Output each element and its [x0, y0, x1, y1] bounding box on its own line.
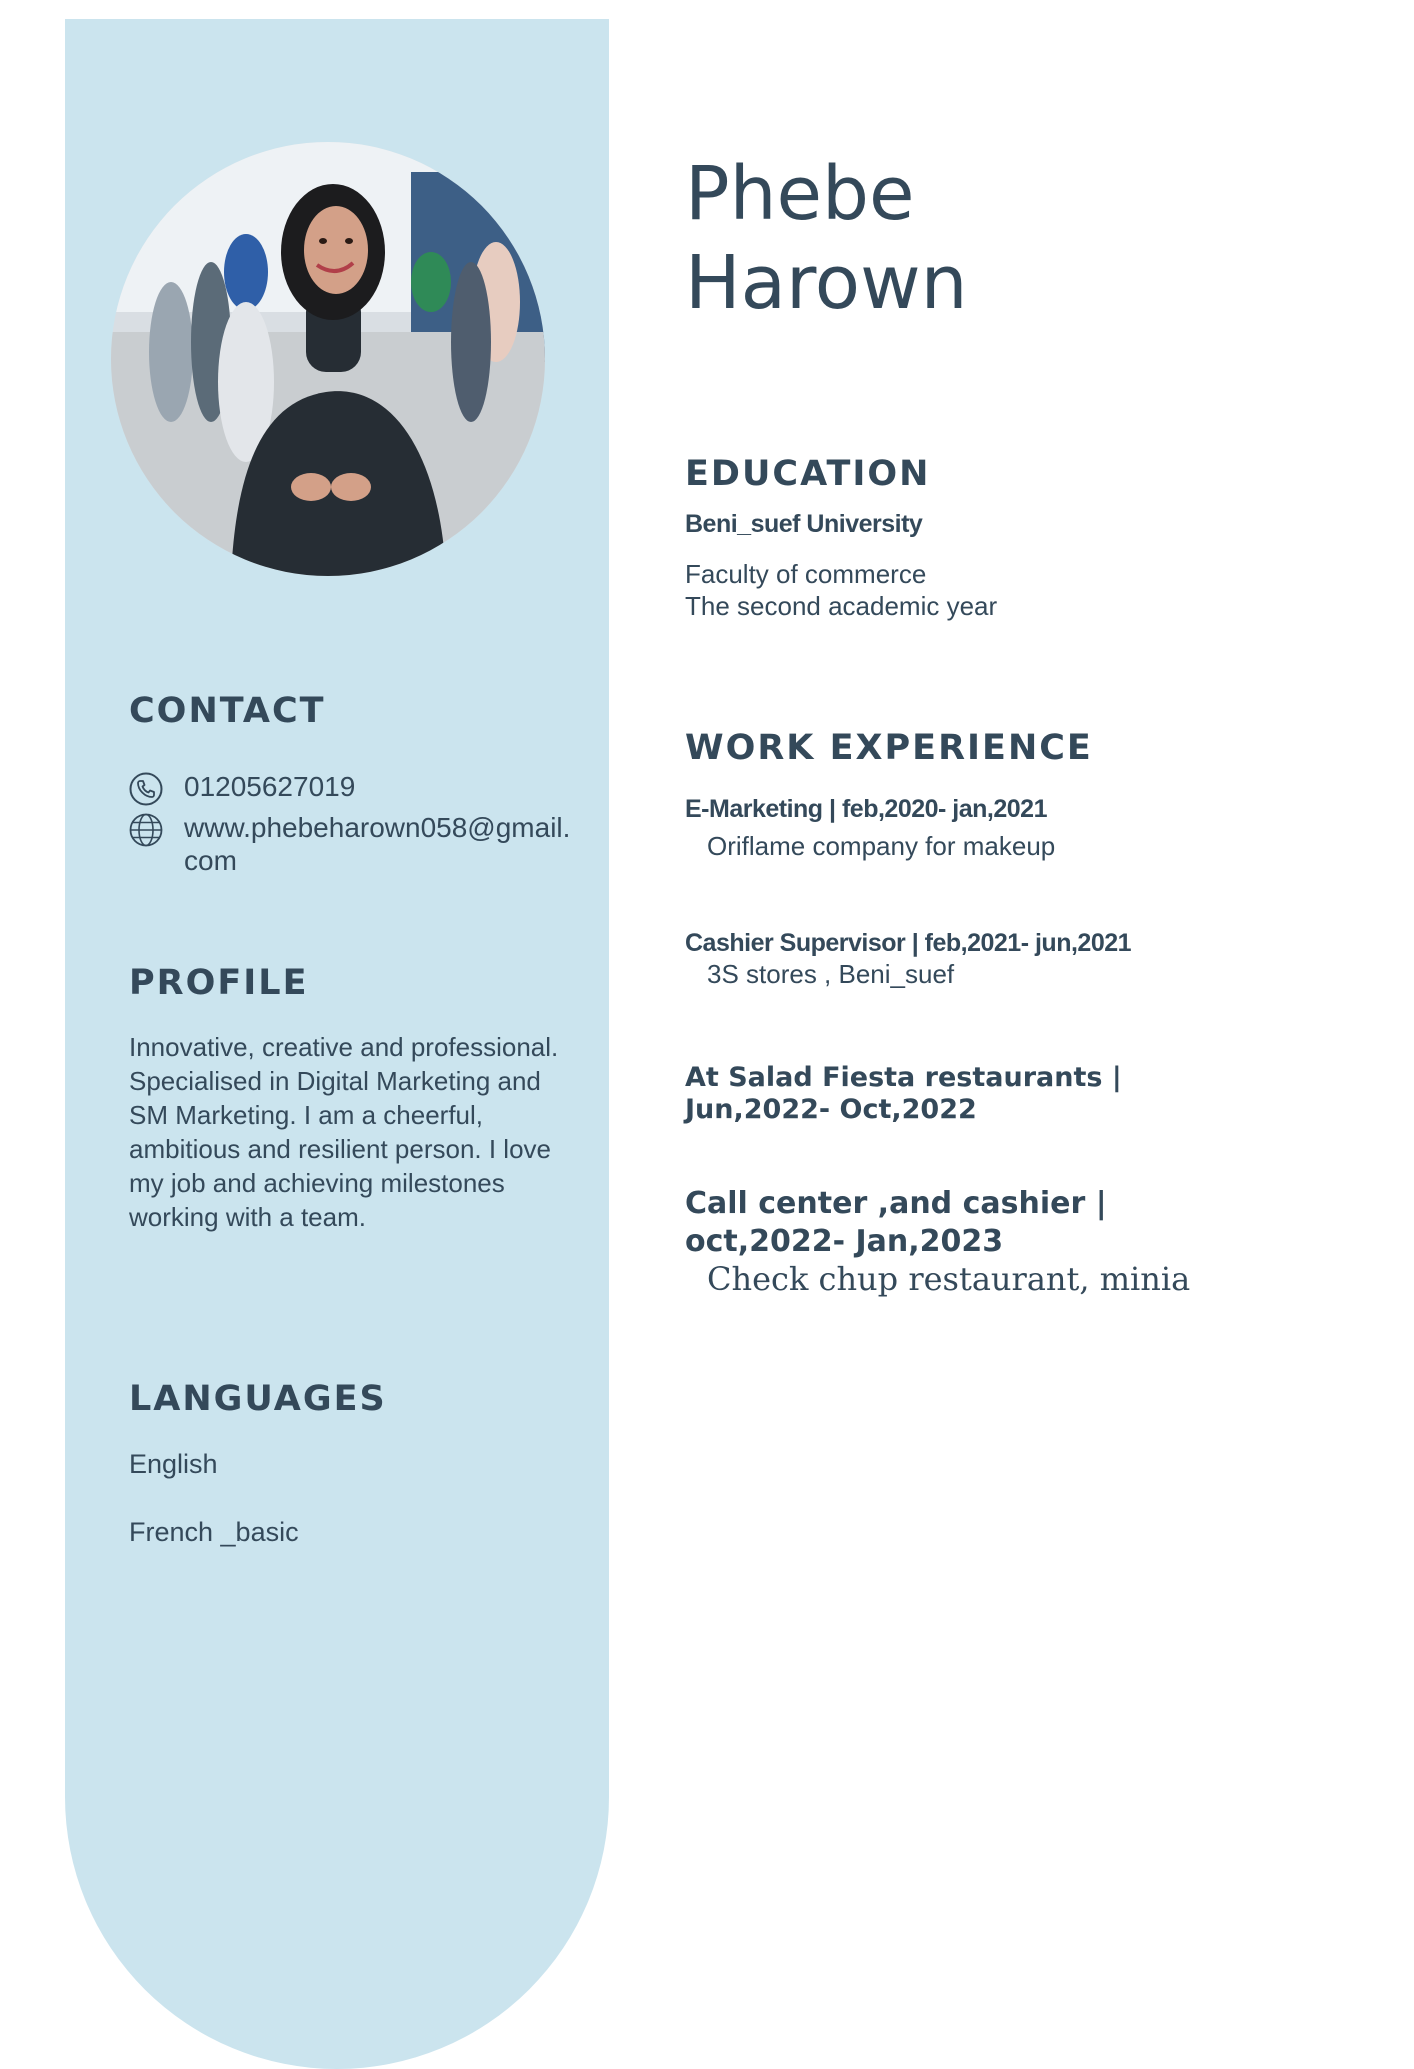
education-faculty: Faculty of commerce: [685, 559, 927, 589]
job-company: Check chup restaurant, minia: [707, 1260, 1191, 1298]
contact-website-row: [129, 811, 576, 877]
globe-icon: [129, 813, 163, 847]
job-title: Cashier Supervisor | feb,2021- jun,2021: [685, 929, 1132, 957]
job-title: At Salad Fiesta restaurants | Jun,2022- Oct,2022: [685, 1062, 1122, 1125]
last-name: Harown: [685, 240, 968, 326]
job-company: Oriflame company for makeup: [707, 831, 1056, 861]
profile-summary: Innovative, creative and professional. Specialised in Digital Marketing and SM Marketing. I am a cheerful, ambitious and resilient person. I love my job and achieving milestones working with a team.: [129, 1032, 559, 1232]
website-link[interactable]: www.phebeharown058@gmail.com: [184, 812, 571, 876]
language-item: French _basic: [129, 1517, 299, 1547]
first-name: Phebe: [685, 151, 915, 237]
work-experience-heading: WORK EXPERIENCE: [685, 728, 1093, 768]
education-year: The second academic year: [685, 591, 998, 621]
languages-heading: LANGUAGES: [129, 1379, 387, 1419]
language-item: English: [129, 1449, 218, 1479]
phone-number[interactable]: 01205627019: [184, 771, 356, 802]
profile-heading: PROFILE: [129, 963, 309, 1003]
job-title: Call center ,and cashier | oct,2022- Jan,2023: [685, 1186, 1107, 1259]
job-title: E-Marketing | feb,2020- jan,2021: [685, 795, 1047, 823]
education-school: Beni_suef University: [685, 510, 923, 538]
education-heading: EDUCATION: [685, 454, 931, 494]
contact-phone-row: [129, 770, 355, 806]
phone-icon: [129, 772, 163, 806]
profile-photo: [111, 142, 545, 576]
full-name: [685, 150, 968, 328]
job-company: 3S stores , Beni_suef: [707, 959, 955, 989]
contact-heading: CONTACT: [129, 691, 326, 731]
